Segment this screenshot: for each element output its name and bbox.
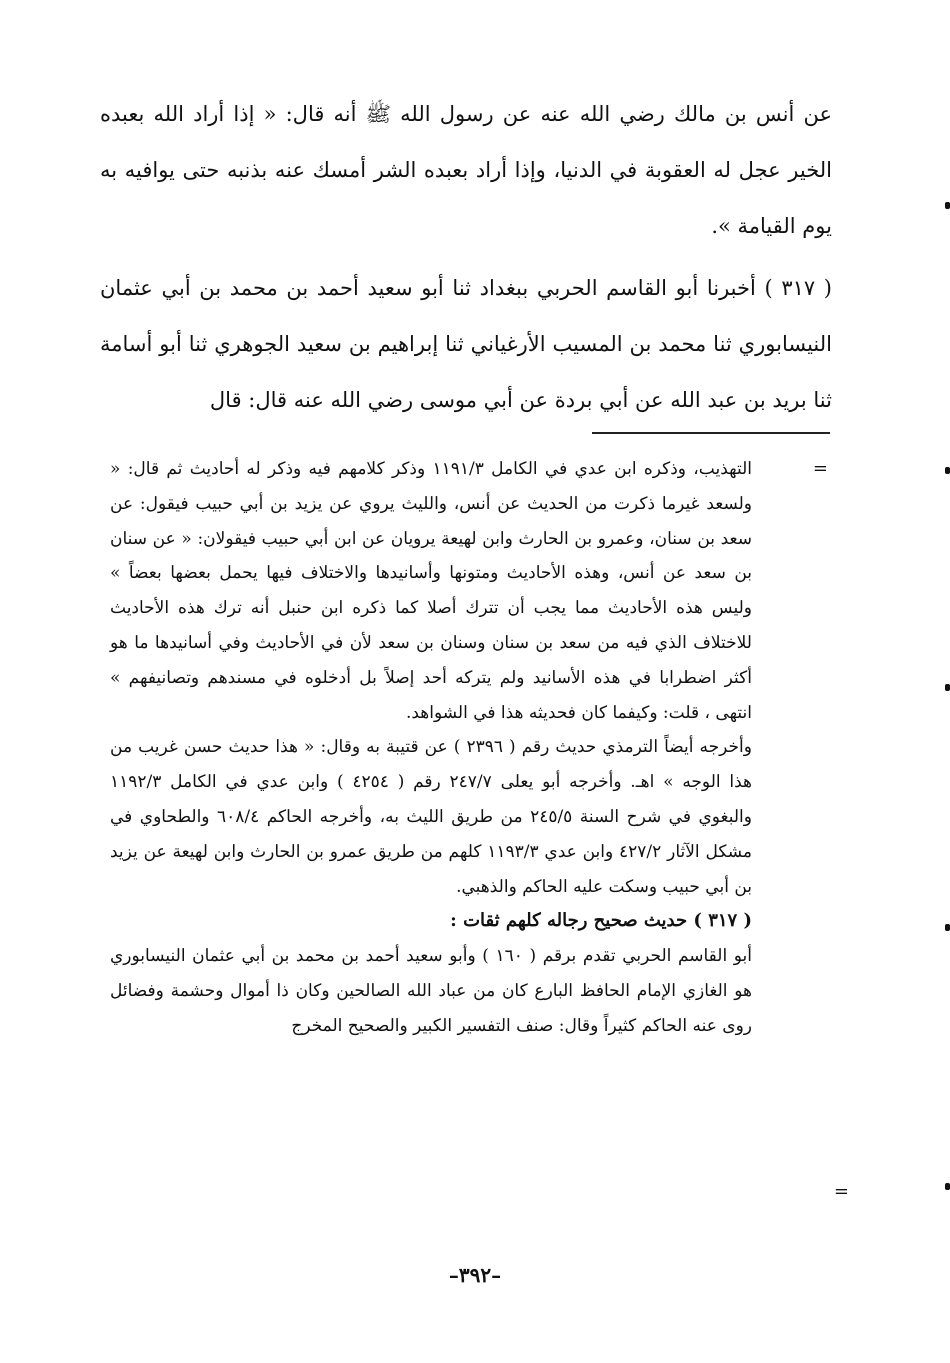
hadith-paragraph-317: ( ٣١٧ ) أخبرنا أبو القاسم الحربي ببغداد ثنا أبو سعيد أحمد بن محمد بن أبي عثمان النيسابوري ثنا محمد بن المسيب الأرغياني ثنا إبراهيم بن سعيد الجوهري ثنا أبو أسامة ثنا بريد بن عبد الله عن أبي بردة عن أبي موسى رضي الله عنه قال: قال [100,276,832,412]
continuation-mark-top: = [812,458,828,479]
scan-edge-mark [945,924,950,931]
footnote-paragraph-1: التهذيب، وذكره ابن عدي في الكامل ١١٩١/٣ وذكر كلامهم فيه وذكر له أحاديث ثم قال: « ولسعد غيرما ذكرت من الحديث عن أنس، والليث يروي عن يزيد بن أبي حبيب فيقول: عن سعد بن سنان، وعمرو بن الحارث وابن لهيعة يرويان عن ابن أبي حبيب فيقولان: « عن سنان بن سعد عن أنس، وهذه الأحاديث ومتونها وأسانيدها والاختلاف فيها يحمل بعضها بعضاً » وليس هذه الأحاديث مما يجب أن تترك أصلا كما ذكره ابن حنبل أنه ترك هذه الأحاديث للاختلاف الذي فيه من سعد بن سنان وسنان بن سعد لأن في الأحاديث وفي أسانيدها ما هو أكثر اضطرابا في هذه الأسانيد ولم يتركه أحد إصلاً بل أدخلوه في مسندهم وتصانيفهم » انتهى ، قلت: وكيفما كان فحديثه هذا في الشواهد. [110,459,752,723]
footnote-heading-317: ( ٣١٧ ) حديث صحيح رجاله كلهم ثقات : [450,910,752,932]
footnote-paragraph-2: وأخرجه أيضاً الترمذي حديث رقم ( ٢٣٩٦ ) عن قتيبة به وقال: « هذا حديث حسن غريب من هذا الوجه » اهـ. وأخرجه أبو يعلى ٢٤٧/٧ رقم ( ٤٢٥٤ ) وابن عدي في الكامل ١١٩٢/٣ والبغوي في شرح السنة ٢٤٥/٥ من طريق الليث به، وأخرجه الحاكم ٦٠٨/٤ والطحاوي في مشكل الآثار ٤٢٧/٢ وابن عدي ١١٩٣/٣ كلهم من طريق عمرو بن الحارث وابن لهيعة عن يزيد بن أبي حبيب وسكت عليه الحاكم والذهبي. [110,737,753,897]
scan-edge-mark [945,1183,950,1190]
hadith-paragraph-1: عن أنس بن مالك رضي الله عنه عن رسول الله ﷺ أنه قال: « إذا أراد الله بعبده الخير عجل له العقوبة في الدنيا، وإذا أراد بعبده الشر أمسك عنه بذنبه حتى يوافيه به يوم القيامة ». [100,102,832,238]
scan-edge-mark [945,467,950,474]
footnote-separator [592,432,830,434]
footnote-paragraph-3: أبو القاسم الحربي تقدم برقم ( ١٦٠ ) وأبو سعيد أحمد بن محمد بن أبي عثمان النيسابوري هو الغازي الإمام الحافظ البارع كان من عباد الله الصالحين وكان ذا أموال وحشمة وفضائل روى عنه الحاكم كثيراً وقال: صنف التفسير الكبير والصحيح المخرج [110,946,752,1036]
footnotes [110,452,849,1202]
main-text [100,86,832,428]
scan-edge-mark [945,684,950,691]
page-number: –٣٩٢– [448,1263,502,1287]
continuation-mark-bottom: = [833,1181,849,1202]
scan-edge-mark [945,202,950,209]
